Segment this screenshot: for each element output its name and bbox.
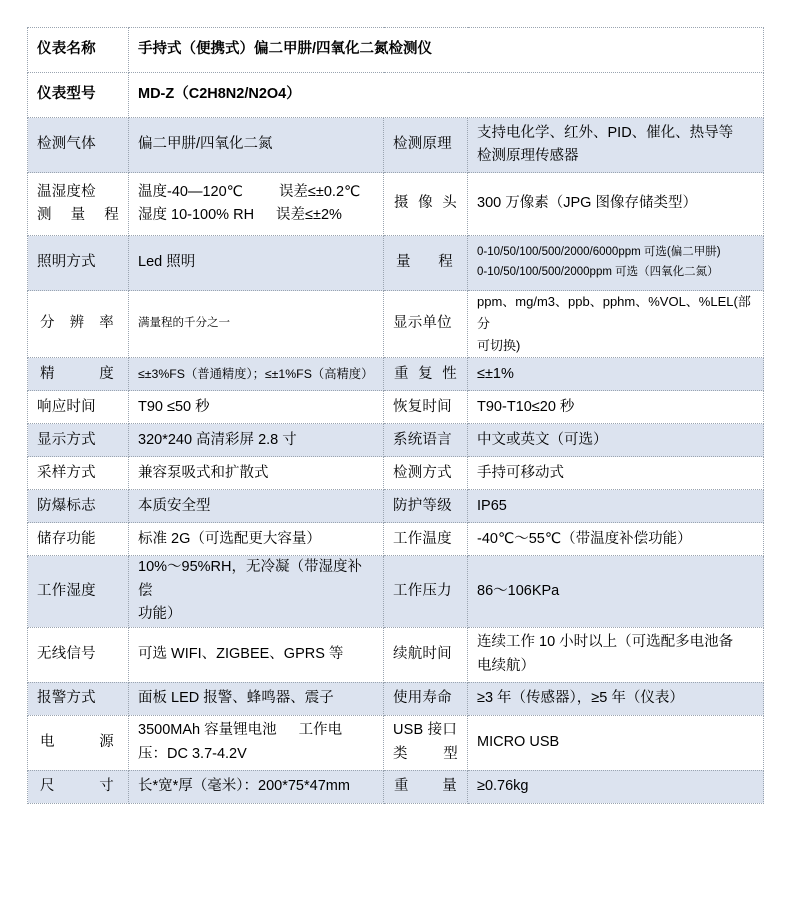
row-label-usb-interface-type (384, 715, 468, 770)
row-label-wireless-signal: 无线信号 (28, 627, 129, 682)
row-label-battery-life: 续航时间 (384, 627, 468, 682)
temp-error-text: 误差≤±0.2℃ (278, 183, 361, 200)
row-label-working-pressure: 工作压力 (384, 556, 468, 627)
row-label-detection-method: 检测方式 (384, 457, 468, 490)
row-label-detection-gas: 检测气体 (28, 118, 129, 173)
row-label-display-type: 显示方式 (28, 424, 129, 457)
display-unit-line-2: 可切换) (477, 338, 521, 354)
table-row-instrument-name (28, 28, 764, 73)
row-label-camera: 摄 像 头 (384, 173, 468, 236)
row-label-display-unit: 显示单位 (384, 291, 468, 358)
row-label-sampling-method: 采样方式 (28, 457, 129, 490)
row-label-recovery-time: 恢复时间 (384, 391, 468, 424)
row-value-weight: ≥0.76kg (468, 770, 764, 803)
temp-range-text: 温度-40—120℃ (138, 183, 243, 200)
row-value-system-language: 中文或英文（可选） (468, 424, 764, 457)
battery-life-line-2: 电续航） (477, 657, 535, 674)
humidity-range-text: 湿度 10-100% RH (138, 207, 255, 223)
temp-humidity-label-line-2: 测 量 程 (37, 207, 119, 223)
table-row-instrument-model (28, 73, 764, 118)
table-row-sampling-method (28, 457, 764, 490)
row-label-response-time: 响应时间 (28, 391, 129, 424)
row-value-detection-gas: 偏二甲肼/四氧化二氮 (129, 118, 384, 173)
battery-life-line-1: 连续工作 10 小时以上（可选配多电池备 (477, 634, 734, 651)
row-value-working-humidity (129, 556, 384, 627)
row-value-sampling-method: 兼容泵吸式和扩散式 (129, 457, 384, 490)
row-label-system-language: 系统语言 (384, 424, 468, 457)
table-row-display-type (28, 424, 764, 457)
row-label-protection-level: 防护等级 (384, 490, 468, 523)
row-value-wireless-signal: 可选 WIFI、ZIGBEE、GPRS 等 (129, 627, 384, 682)
temp-range-line (138, 181, 374, 204)
row-value-repeatability: ≤±1% (468, 358, 764, 391)
table-row-wireless-signal (28, 627, 764, 682)
row-value-storage: 标准 2G（可选配更大容量） (129, 523, 384, 556)
row-value-power-supply (129, 715, 384, 770)
row-value-response-time: T90 ≤50 秒 (129, 391, 384, 424)
row-label-working-humidity: 工作湿度 (28, 556, 129, 627)
usb-label-line-2: 类 型 (393, 745, 458, 762)
table-row-illumination (28, 236, 764, 291)
row-value-working-pressure: 86～106KPa (468, 556, 764, 627)
working-voltage-label-text: 工作电 (298, 722, 343, 739)
humidity-range-line (138, 204, 374, 227)
table-row-storage (28, 523, 764, 556)
table-row-temp-humidity-range (28, 173, 764, 236)
row-label-repeatability: 重 复 性 (384, 358, 468, 391)
working-humidity-line-2: 功能） (138, 606, 182, 623)
measuring-range-line-1: 0-10/50/100/500/2000/6000ppm 可选(偏二甲肼) (477, 246, 721, 259)
row-value-camera: 300 万像素（JPG 图像存储类型） (468, 173, 764, 236)
usb-label-line-1: USB 接口 (393, 722, 458, 739)
display-unit-line-1: ppm、mg/m3、ppb、pphm、%VOL、%LEL(部分 (477, 294, 751, 332)
row-label-power-supply: 电 源 (28, 715, 129, 770)
row-value-battery-life (468, 627, 764, 682)
row-label-instrument-model: 仪表型号 (28, 73, 129, 118)
battery-capacity-text: 3500MAh 容量锂电池 (138, 722, 277, 739)
specification-table (27, 27, 764, 804)
row-value-measuring-range (468, 236, 764, 291)
row-label-instrument-name: 仪表名称 (28, 28, 129, 73)
temp-humidity-label-line-1: 温湿度检 (37, 183, 96, 200)
table-row-dimensions (28, 770, 764, 803)
row-value-protection-level: IP65 (468, 490, 764, 523)
row-label-detection-principle: 检测原理 (384, 118, 468, 173)
row-label-storage: 储存功能 (28, 523, 129, 556)
row-value-dimensions: 长*宽*厚（毫米）：200*75*47mm (129, 770, 384, 803)
row-label-accuracy: 精 度 (28, 358, 129, 391)
table-row-explosion-proof (28, 490, 764, 523)
table-row-working-humidity (28, 556, 764, 627)
row-value-detection-method: 手持可移动式 (468, 457, 764, 490)
humidity-error-text: 误差≤±2% (276, 207, 342, 223)
table-row-accuracy (28, 358, 764, 391)
table-row-detection-gas (28, 118, 764, 173)
row-label-explosion-proof: 防爆标志 (28, 490, 129, 523)
row-label-dimensions: 尺 寸 (28, 770, 129, 803)
row-value-recovery-time: T90-T10≤20 秒 (468, 391, 764, 424)
table-row-power-supply (28, 715, 764, 770)
table-row-resolution (28, 291, 764, 358)
row-value-instrument-name: 手持式（便携式）偏二甲肼/四氧化二氮检测仪 (129, 28, 764, 73)
row-label-resolution: 分 辨 率 (28, 291, 129, 358)
row-value-illumination: Led 照明 (129, 236, 384, 291)
row-value-service-life: ≥3 年（传感器），≥5 年（仪表） (468, 682, 764, 715)
power-supply-line-1 (138, 719, 374, 742)
row-value-explosion-proof: 本质安全型 (129, 490, 384, 523)
power-supply-line-2: 压：DC 3.7-4.2V (138, 745, 247, 762)
working-humidity-line-1: 10%～95%RH，无冷凝（带湿度补偿 (138, 559, 362, 599)
detection-principle-line-1: 支持电化学、红外、PID、催化、热导等 (477, 124, 734, 141)
row-label-measuring-range: 量 程 (384, 236, 468, 291)
table-row-alarm-method (28, 682, 764, 715)
table-row-response-time (28, 391, 764, 424)
row-label-working-temperature: 工作温度 (384, 523, 468, 556)
row-value-display-type: 320*240 高清彩屏 2.8 寸 (129, 424, 384, 457)
row-value-instrument-model: MD-Z（C2H8N2/N2O4） (129, 73, 764, 118)
row-value-detection-principle (468, 118, 764, 173)
row-value-temp-humidity-range (129, 173, 384, 236)
row-value-resolution: 满量程的千分之一 (129, 291, 384, 358)
detection-principle-line-2: 检测原理传感器 (477, 148, 579, 164)
row-label-alarm-method: 报警方式 (28, 682, 129, 715)
row-value-accuracy: ≤±3%FS（普通精度）；≤±1%FS（高精度） (129, 358, 384, 391)
row-value-working-temperature: -40℃～55℃（带温度补偿功能） (468, 523, 764, 556)
measuring-range-line-2: 0-10/50/100/500/2000ppm 可选（四氧化二氮） (477, 266, 719, 278)
row-value-display-unit (468, 291, 764, 358)
row-label-service-life: 使用寿命 (384, 682, 468, 715)
row-label-illumination: 照明方式 (28, 236, 129, 291)
row-label-temp-humidity-range (28, 173, 129, 236)
row-label-weight: 重 量 (384, 770, 468, 803)
row-value-alarm-method: 面板 LED 报警、蜂鸣器、震子 (129, 682, 384, 715)
row-value-usb-interface-type: MICRO USB (468, 715, 764, 770)
